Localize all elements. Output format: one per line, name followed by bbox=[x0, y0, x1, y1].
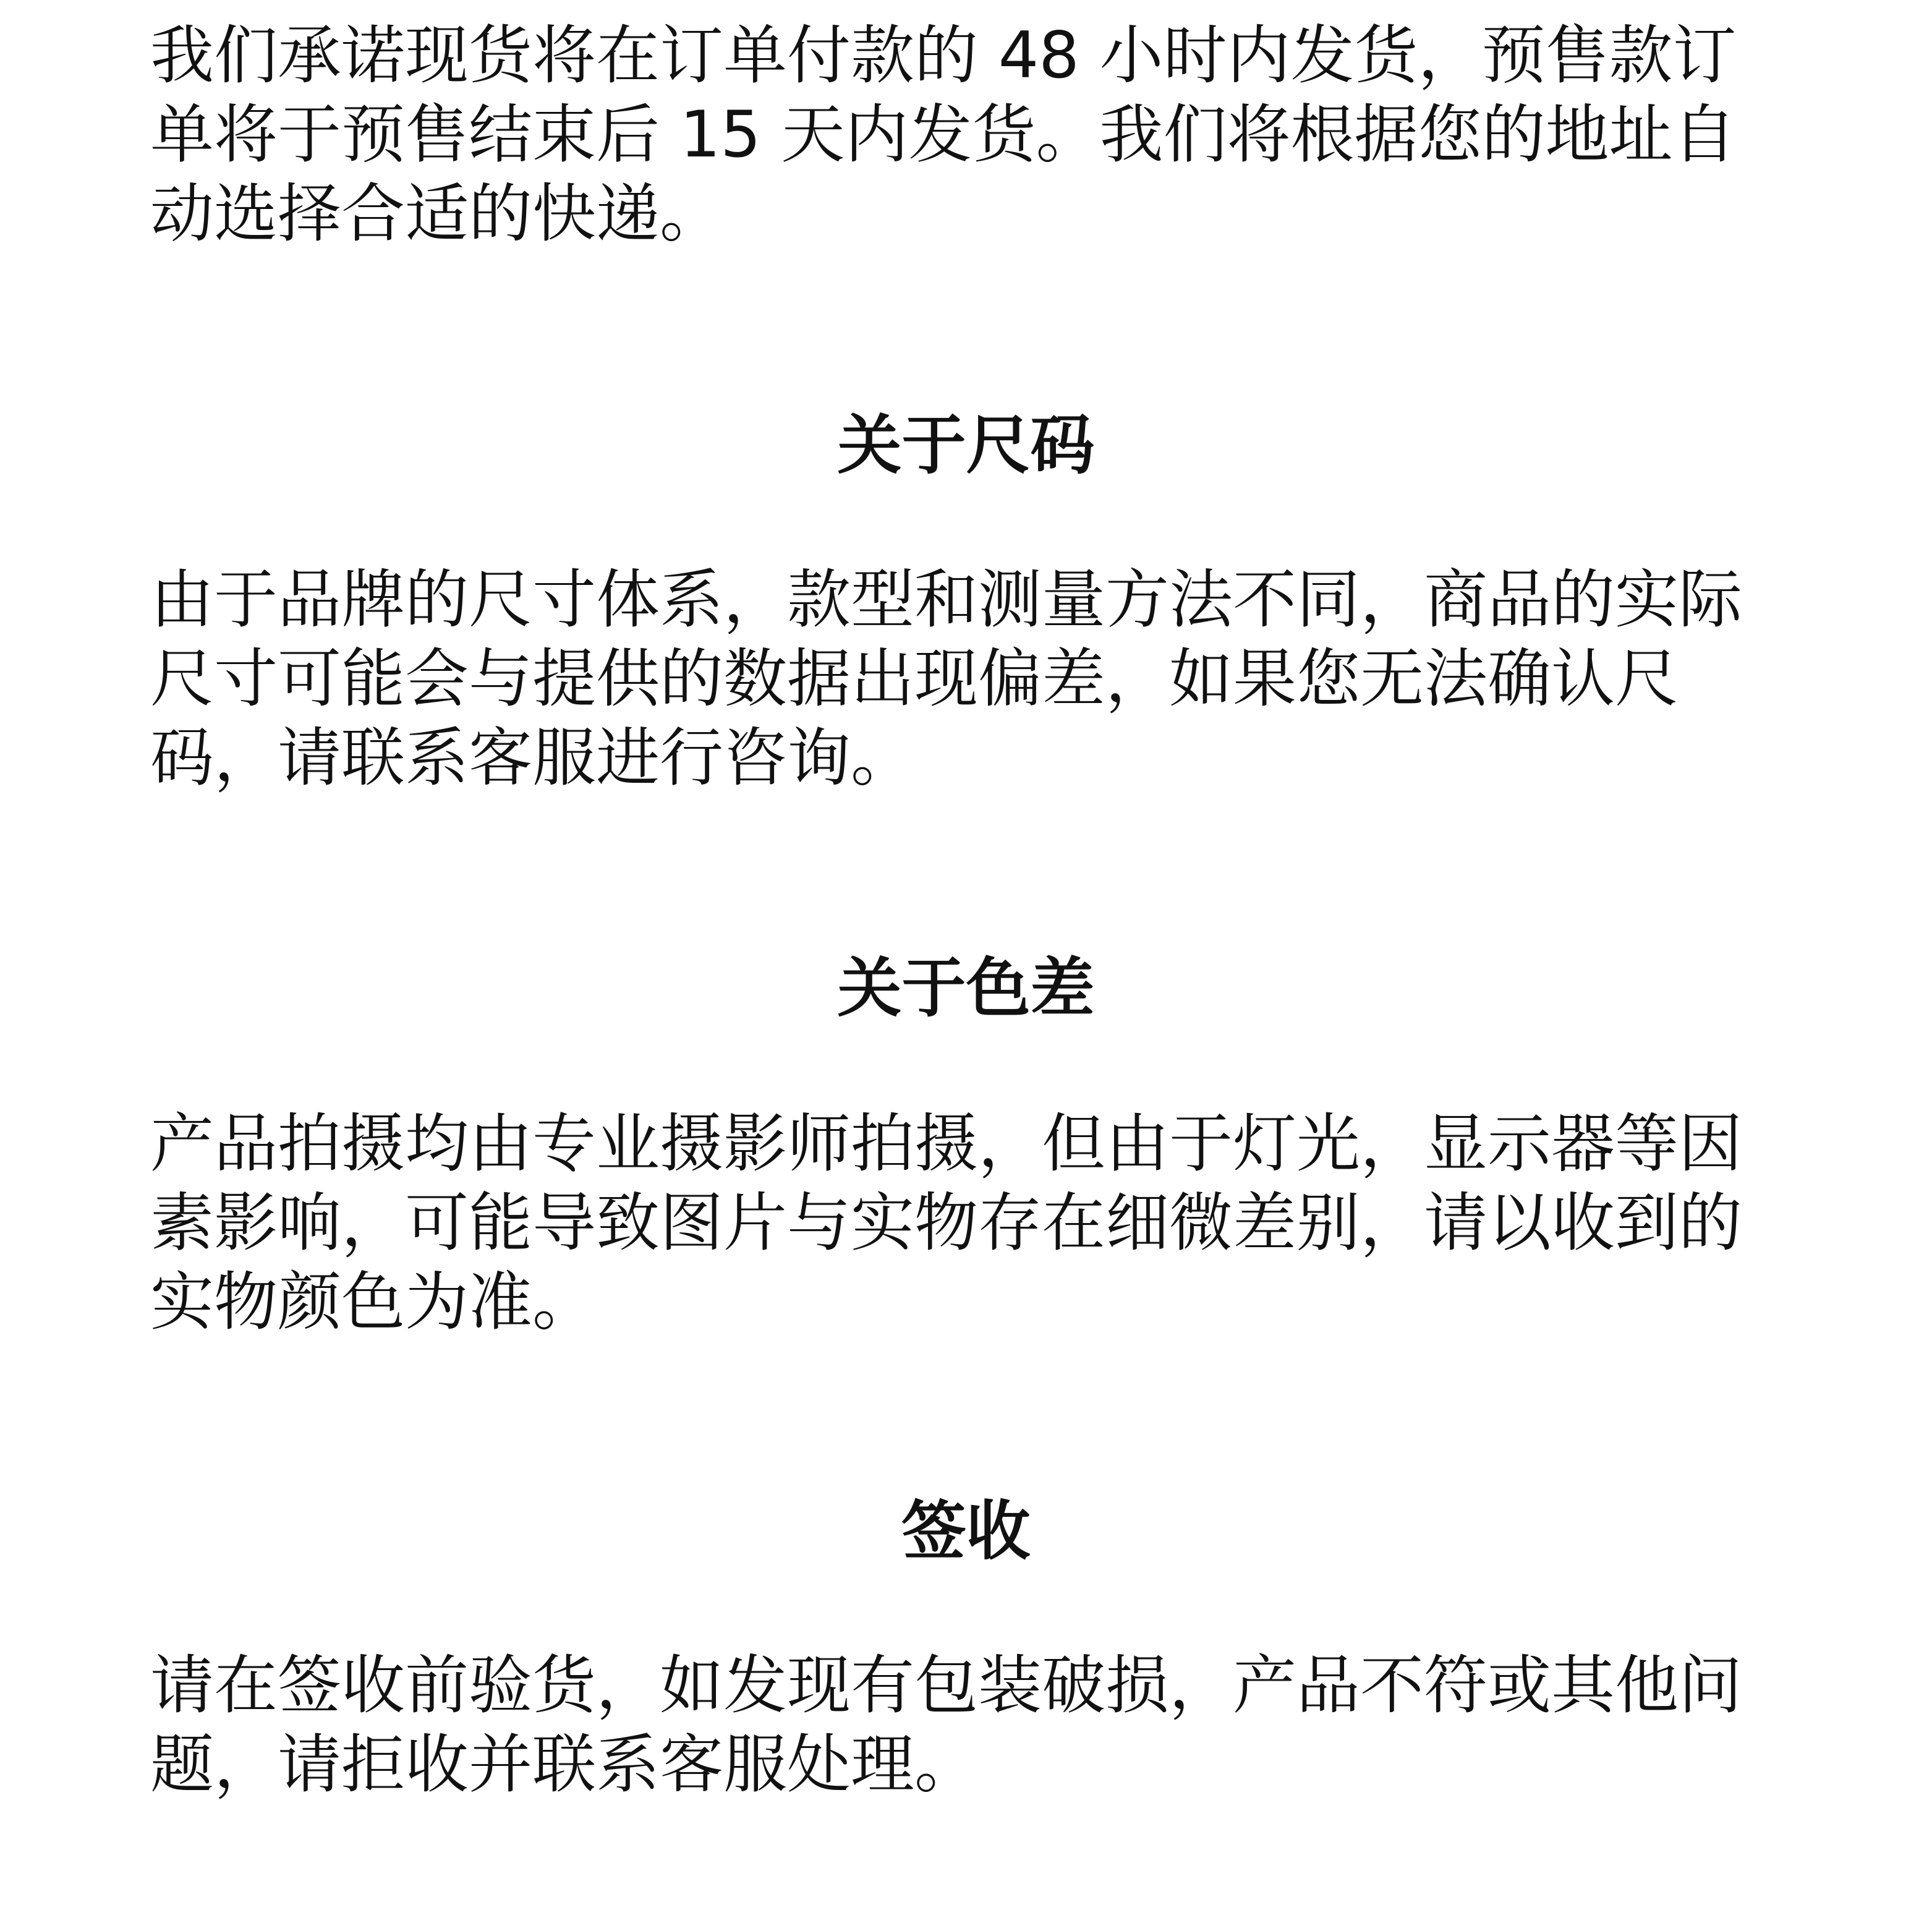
signing-policy-text: 请在签收前验货，如发现有包装破损，产品不符或其他问题，请拒收并联系客服处理。 bbox=[150, 1648, 1742, 1802]
shipping-policy-text: 我们承诺现货将在订单付款的 48 小时内发货，预售款订单将于预售结束后 15 天内发货。我们将根据您的地址自动选择合适的快递。 bbox=[150, 19, 1737, 251]
signing-heading: 签收 bbox=[901, 1493, 1031, 1569]
color-difference-text: 产品拍摄均由专业摄影师拍摄，但由于灯光，显示器等因素影响，可能导致图片与实物存在细微差别，请以收到的实物颜色为准。 bbox=[150, 1107, 1742, 1339]
color-difference-heading: 关于色差 bbox=[837, 950, 1095, 1026]
size-policy-text: 由于品牌的尺寸体系，款型和测量方法不同，商品的实际尺寸可能会与提供的数据出现偏差，如果您无法确认尺码，请联系客服进行咨询。 bbox=[150, 563, 1742, 795]
size-section-heading: 关于尺码 bbox=[837, 407, 1095, 483]
